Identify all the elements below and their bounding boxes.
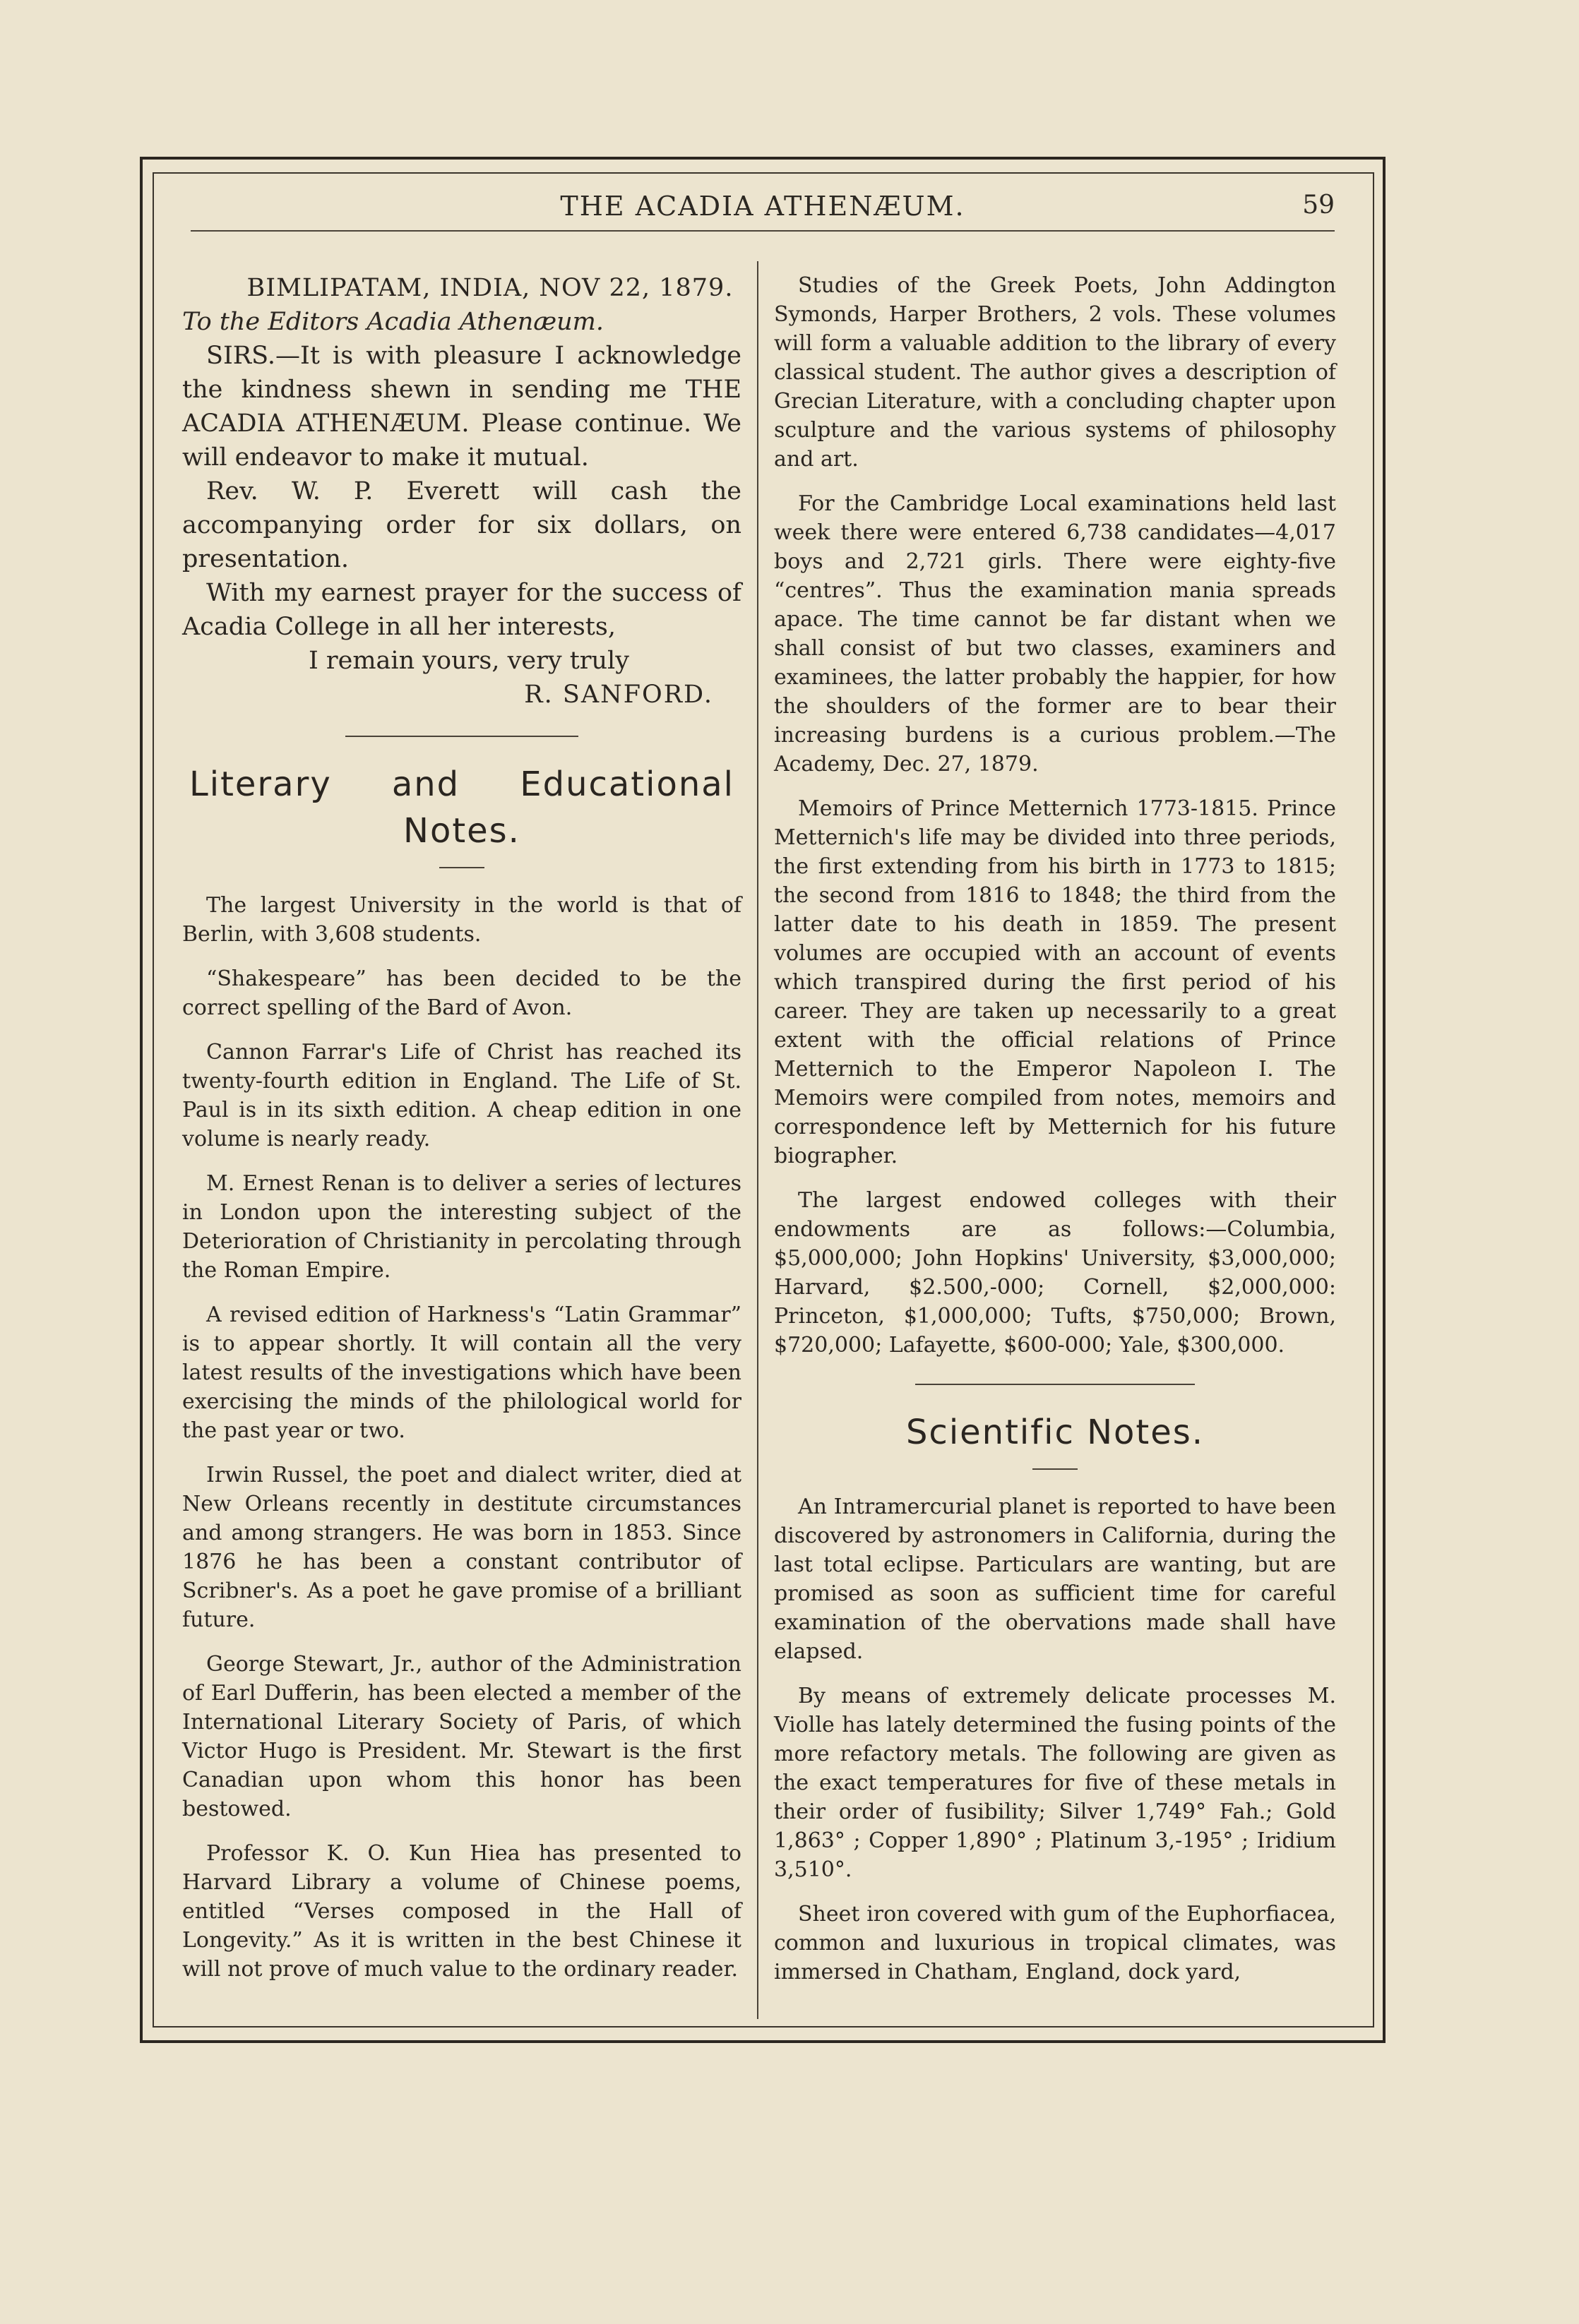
literary-heading-line-2: Notes. (403, 811, 520, 851)
section-rule (345, 736, 578, 737)
heading-rule (1032, 1468, 1078, 1470)
running-head (191, 188, 1335, 232)
letter-addressee: To the Editors Acadia Athenæum. (182, 308, 604, 336)
literary-item: M. Ernest Renan is to deliver a series of lectures in London upon the interesting subject of the Deterioration of Christianity in percolating through the Roman Empire. (182, 1171, 741, 1283)
literary-item: “Shakespeare” has been decided to be the correct spelling of the Bard of Avon. (182, 966, 741, 1020)
section-rule (915, 1384, 1195, 1385)
column-divider (757, 261, 758, 2019)
literary-item: Cannon Farrar's Life of Christ has reached its twenty-fourth edition in England. The Life of St. Paul is in its sixth edition. A cheap edition in one volume is nearly ready. (182, 1040, 741, 1151)
literary-item: Professor K. O. Kun Hiea has presented to Harvard Library a volume of Chinese poems, entitled “Verses composed in the Hall of Longevity.” As it is written in the best Chinese it will not prove of much value to the ordinary reader. (182, 1841, 741, 1982)
letter-body-1: SIRS.—It is with pleasure I acknowledge the kindness shewn in sending me THE ACADIA ATHENÆUM. Please continue. We will endeavor to make it mutual. (182, 342, 741, 472)
letter-body-3: With my earnest prayer for the success of Acadia College in all her interests, (182, 579, 741, 641)
literary-heading-word-2: and (391, 765, 460, 804)
letter-dateline: BIMLIPATAM, INDIA, NOV 22, 1879. (246, 274, 734, 302)
scientific-heading: Scientific Notes. (905, 1413, 1205, 1452)
literary-item: The largest University in the world is that of Berlin, with 3,608 students. (182, 893, 741, 947)
letter-signature: R. SANFORD. (524, 681, 713, 709)
literary-heading-word-1: Literary (189, 765, 332, 804)
running-title: THE ACADIA ATHENÆUM. (560, 191, 965, 222)
page-number: 59 (1302, 191, 1335, 220)
literary-item: George Stewart, Jr., author of the Administration of Earl Dufferin, has been elected a member of the International Literary Society of Paris, of which Victor Hugo is President. Mr. Stewart is the first Canadian upon whom this honor has been bestowed. (182, 1652, 741, 1821)
metternich-note: Memoirs of Prince Metternich 1773-1815. Prince Metternich's life may be divided into three periods, the first extending from his birth in 1773 to 1815; the second from 1816 to 1848; the third from the latter date to his death in 1859. The present volumes are occupied with an account of events which transpired during the first period of his career. They are taken up necessarily to a great extent with the official relations of Prince Metternich to the Emperor Napoleon I. The Memoirs were compiled from notes, memoirs and correspondence left by Metternich for his future biographer. (774, 796, 1336, 1168)
letter (182, 271, 741, 712)
heading-rule (439, 867, 484, 868)
right-column (774, 271, 1336, 2002)
literary-heading-word-3: Educational (520, 765, 734, 804)
literary-item: Irwin Russel, the poet and dialect writer, died at New Orleans recently in destitute circumstances and among strangers. He was born in 1853. Since 1876 he has been a constant contributor of Scribner's. As a poet he gave promise of a brilliant future. (182, 1463, 741, 1632)
endowed-colleges-note: The largest endowed colleges with their endowments are as follows:—Columbia, $5,000,000; John Hopkins' University, $3,000,000; Harvard, $2.500,-000; Cornell, $2,000,000: Princeton, $1,000,000; Tufts, $750,000; Brown, $720,000; Lafayette, $600-000; Yale, $300,000. (774, 1188, 1336, 1358)
sheet-iron-note: Sheet iron covered with gum of the Euphorfiacea, common and luxurious in tropical climates, was immersed in Chatham, England, dock yard, (774, 1902, 1336, 1984)
left-column (182, 271, 741, 1999)
literary-item: A revised edition of Harkness's “Latin Grammar” is to appear shortly. It will contain all the very latest results of the investigations which have been exercising the minds of the philological world for the past year or two. (182, 1302, 741, 1443)
violle-note: By means of extremely delicate processes M. Violle has lately determined the fusing points of the more refactory metals. The following are given as the exact temperatures for five of these metals in their order of fusibility; Silver 1,749° Fah.; Gold 1,863° ; Copper 1,890° ; Platinum 3,-195° ; Iridium 3,510°. (774, 1684, 1336, 1882)
planet-note: An Intramercurial planet is reported to have been discovered by astronomers in California, during the last total eclipse. Particulars are wanting, but are promised as soon as sufficient time for careful examination of the obervations made shall have elapsed. (774, 1495, 1336, 1664)
literary-heading (182, 761, 741, 854)
letter-body-2: Rev. W. P. Everett will cash the accompanying order for six dollars, on presentation. (182, 477, 741, 573)
greek-poets-note: Studies of the Greek Poets, John Addington Symonds, Harper Brothers, 2 vols. These volumes will form a valuable addition to the library of every classical student. The author gives a description of Grecian Literature, with a concluding chapter upon sculpture and the various systems of philosophy and art. (774, 273, 1336, 472)
cambridge-note: For the Cambridge Local examinations held last week there were entered 6,738 candidates—4,017 boys and 2,721 girls. There were eighty-five “centres”. Thus the examination mania spreads apace. The time cannot be far distant when we shall consist of but two classes, examiners and examinees, the latter probably the happier, for how the shoulders of the former are to bear their increasing burdens is a curious problem.—The Academy, Dec. 27, 1879. (774, 491, 1336, 777)
letter-closing: I remain yours, very truly (308, 647, 630, 675)
